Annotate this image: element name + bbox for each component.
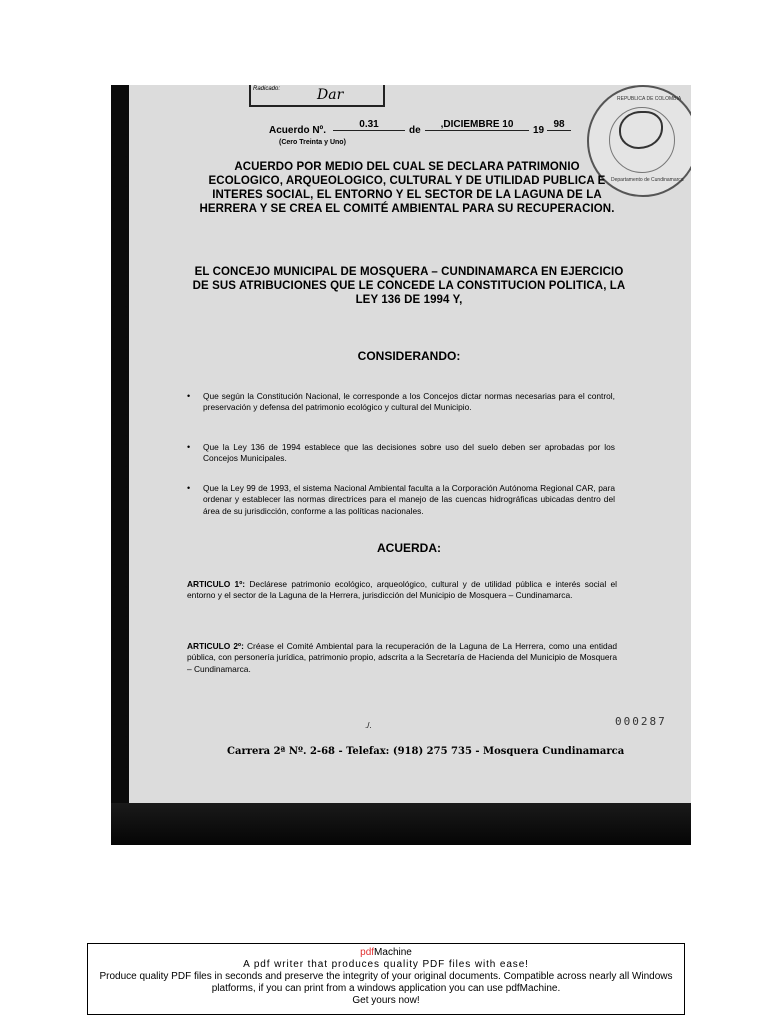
bullet-icon: • bbox=[187, 391, 191, 401]
acuerdo-date: ,DICIEMBRE 10 bbox=[425, 119, 529, 131]
binding-hole bbox=[113, 177, 127, 187]
banner-description: Produce quality PDF files in seconds and preserve the integrity of your original documents. Compatible across nearly all Windows platforms, if you can print from a windows application you can use pdfMachine. bbox=[99, 971, 673, 994]
bullet-icon: • bbox=[187, 483, 191, 493]
acuerda-heading: ACUERDA: bbox=[377, 541, 441, 555]
considerando-text: Que según la Constitución Nacional, le corresponde a los Concejos dictar normas necesarias para el control, preservación y defensa del patrimonio ecológico y cultural del Municipio. bbox=[203, 391, 615, 413]
binding-hole bbox=[113, 650, 127, 660]
seal-text-top: REPUBLICA DE COLOMBIA bbox=[617, 96, 682, 102]
binding-hole bbox=[113, 500, 127, 510]
acuerdo-label: Acuerdo Nº. bbox=[269, 125, 326, 136]
binding-hole bbox=[113, 134, 127, 144]
article-text: Créase el Comité Ambiental para la recuperación de la Laguna de La Herrera, como una entidad pública, con personería jurídica, patrimonio propio, adscrita a la Secretaría de Hacienda del Municipio de Mosquera – Cundinamarca. bbox=[187, 641, 618, 674]
year-prefix: 19 bbox=[533, 125, 545, 136]
considerando-text: Que la Ley 136 de 1994 establece que las decisiones sobre uso del suelo deben ser aprobadas por los Concejos Municipales. bbox=[203, 442, 615, 464]
binding-hole bbox=[113, 736, 127, 746]
binding-hole bbox=[113, 328, 127, 338]
preamble: EL CONCEJO MUNICIPAL DE MOSQUERA – CUNDINAMARCA EN EJERCICIO DE SUS ATRIBUCIONES QUE LE CONCEDE LA CONSTITUCION POLITICA, LA LEY 136 DE 1994 Y, bbox=[192, 266, 626, 306]
considerando-heading: CONSIDERANDO: bbox=[357, 349, 461, 363]
acuerdo-line bbox=[269, 115, 609, 141]
acuerdo-number: 0.31 bbox=[333, 119, 405, 131]
considerando-text: Que la Ley 99 de 1993, el sistema Nacional Ambiental faculta a la Corporación Autónoma Regional CAR, para ordenar y establecer las normas directrices para el manejo de las cuencas hidrográficas ubicadas dentro del área de su jurisdicción, conforme a las políticas nacionales. bbox=[203, 483, 615, 516]
binding-hole bbox=[113, 435, 127, 445]
binding-hole bbox=[113, 478, 127, 488]
binding-hole bbox=[113, 543, 127, 553]
binding-hole bbox=[113, 607, 127, 617]
year-suffix: 98 bbox=[547, 119, 571, 131]
spiral-binding bbox=[111, 85, 129, 805]
scan-shadow bbox=[111, 803, 691, 845]
binding-hole bbox=[113, 113, 127, 123]
binding-hole bbox=[113, 392, 127, 402]
binding-hole bbox=[113, 199, 127, 209]
reception-stamp bbox=[249, 85, 385, 107]
article-2 bbox=[187, 641, 617, 675]
page-continuation-mark: ./. bbox=[365, 721, 372, 730]
article-title: ARTICULO 2º: bbox=[187, 641, 244, 651]
number-in-words: (Cero Treinta y Uno) bbox=[279, 139, 346, 146]
article-title: ARTICULO 1º: bbox=[187, 579, 246, 589]
binding-hole bbox=[113, 285, 127, 295]
document-title: ACUERDO POR MEDIO DEL CUAL SE DECLARA PATRIMONIO ECOLOGICO, ARQUEOLOGICO, CULTURAL Y DE UTILIDAD PUBLICA E INTERES SOCIAL, EL ENTORNO Y EL SECTOR DE LA LAGUNA DE LA HERRERA Y SE CREA EL COMITÉ AMBIENTAL PARA SU RECUPERACION. bbox=[199, 161, 615, 215]
binding-hole bbox=[113, 779, 127, 789]
banner-cta[interactable]: Get yours now! bbox=[352, 995, 420, 1006]
sequence-number: 000287 bbox=[615, 715, 667, 728]
binding-hole bbox=[113, 629, 127, 639]
binding-hole bbox=[113, 457, 127, 467]
bullet-icon: • bbox=[187, 442, 191, 452]
pdfmachine-logo bbox=[88, 947, 684, 959]
brand-prefix: pdf bbox=[360, 947, 375, 958]
binding-hole bbox=[113, 758, 127, 768]
article-text: Declárese patrimonio ecológico, arqueológico, cultural y de utilidad pública e interés social el entorno y el sector de la Laguna de la Herrera, jurisdicción del Municipio de Mosquera – Cundinamarca. bbox=[187, 579, 617, 601]
binding-hole bbox=[113, 220, 127, 230]
binding-hole bbox=[113, 156, 127, 166]
binding-hole bbox=[113, 414, 127, 424]
seal-text-bottom: Departamento de Cundinamarca bbox=[611, 177, 684, 183]
considerando-item bbox=[187, 391, 615, 414]
binding-hole bbox=[113, 306, 127, 316]
document-page bbox=[129, 85, 691, 803]
scanned-document bbox=[111, 85, 691, 845]
de-label: de bbox=[409, 125, 421, 136]
binding-hole bbox=[113, 91, 127, 101]
brand-suffix: Machine bbox=[374, 947, 412, 958]
binding-hole bbox=[113, 586, 127, 596]
binding-hole bbox=[113, 564, 127, 574]
binding-hole bbox=[113, 242, 127, 252]
binding-hole bbox=[113, 693, 127, 703]
considerando-item bbox=[187, 483, 615, 517]
pdfmachine-banner bbox=[87, 943, 685, 1015]
banner-tagline: A pdf writer that produces quality PDF files with ease! bbox=[243, 959, 529, 970]
stamp-signature: Dar bbox=[317, 87, 344, 103]
footer-address: Carrera 2ª Nº. 2-68 - Telefax: (918) 275 735 - Mosquera Cundinamarca bbox=[227, 746, 625, 757]
binding-hole bbox=[113, 521, 127, 531]
binding-hole bbox=[113, 263, 127, 273]
binding-hole bbox=[113, 349, 127, 359]
binding-hole bbox=[113, 672, 127, 682]
stamp-label: Radicado: bbox=[253, 86, 281, 92]
considerando-item bbox=[187, 442, 615, 465]
binding-hole bbox=[113, 371, 127, 381]
binding-hole bbox=[113, 715, 127, 725]
article-1 bbox=[187, 579, 617, 602]
